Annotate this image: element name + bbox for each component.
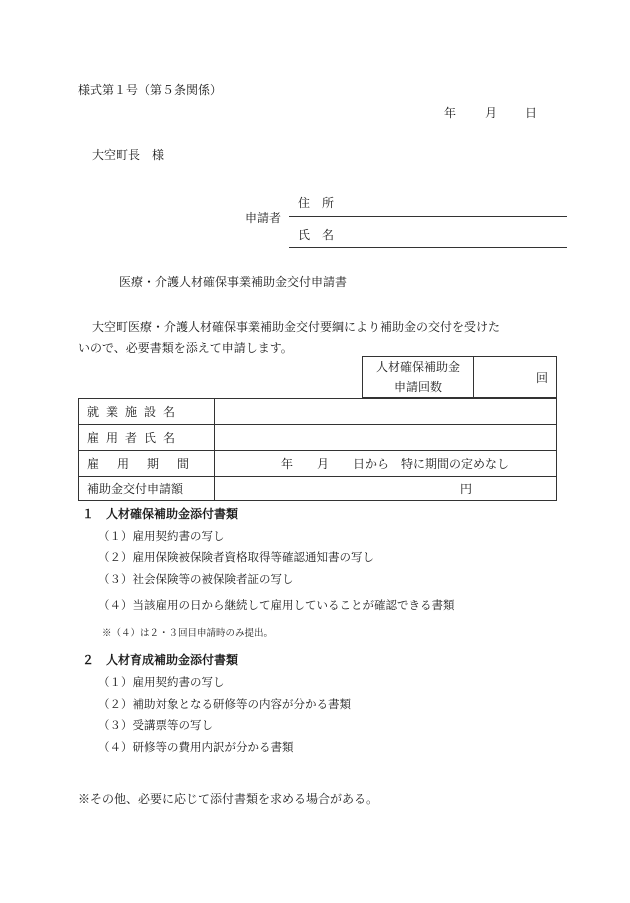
- list-item: （４）当該雇用の日から継続して雇用していることが確認できる書類: [98, 598, 455, 612]
- address-line: [289, 216, 567, 217]
- table-row: [79, 425, 557, 451]
- row-label: 就業施設名: [79, 399, 215, 425]
- employee-name-field[interactable]: [215, 425, 557, 451]
- intro-line-1: 大空町医療・介護人材確保事業補助金交付要綱により補助金の交付を受けた: [92, 320, 501, 334]
- count-label-line1: 人材確保補助金: [375, 360, 460, 374]
- count-value-cell[interactable]: [474, 357, 557, 398]
- name-line: [289, 247, 567, 248]
- table-row: [79, 451, 557, 477]
- list-item: （３）社会保険等の被保険者証の写し: [98, 572, 294, 586]
- list-item: （３）受講票等の写し: [98, 718, 213, 732]
- count-unit: 回: [535, 370, 548, 385]
- application-table: [78, 398, 557, 501]
- section2-heading: ２ 人材育成補助金添付書類: [82, 653, 239, 667]
- date-month: 月: [485, 106, 498, 120]
- section1-note: ※（４）は２・３回目申請時のみ提出。: [102, 628, 274, 639]
- table-row: [79, 399, 557, 425]
- list-item: （１）雇用契約書の写し: [98, 529, 225, 543]
- name-label: 氏 名: [298, 228, 335, 242]
- footer-note: ※その他、必要に応じて添付書類を求める場合がある。: [78, 792, 379, 806]
- address-label: 住 所: [298, 196, 335, 210]
- date-year: 年: [444, 106, 457, 120]
- list-item: （２）補助対象となる研修等の内容が分かる書類: [98, 697, 351, 711]
- count-label-cell: [363, 357, 474, 398]
- facility-name-field[interactable]: [215, 399, 557, 425]
- list-item: （４）研修等の費用内訳が分かる書類: [98, 740, 294, 754]
- employment-period-field[interactable]: 年 月 日から 特に期間の定めなし: [215, 451, 557, 477]
- table-row: [79, 477, 557, 501]
- form-number: 様式第１号（第５条関係）: [78, 83, 223, 97]
- row-label: 雇用者氏名: [79, 425, 215, 451]
- date-day: 日: [525, 106, 538, 120]
- list-item: （１）雇用契約書の写し: [98, 675, 225, 689]
- section1-heading: １ 人材確保補助金添付書類: [82, 507, 239, 521]
- row-label: 補助金交付申請額: [79, 477, 215, 501]
- list-item: （２）雇用保険被保険者資格取得等確認通知書の写し: [98, 550, 374, 564]
- document-title: 医療・介護人材確保事業補助金交付申請書: [119, 275, 348, 289]
- subsidy-amount-field[interactable]: 円: [215, 477, 557, 501]
- count-table: [362, 356, 557, 398]
- count-label-line2: 申請回数: [393, 380, 442, 394]
- row-label: 雇用期間: [79, 451, 215, 477]
- addressee: 大空町長 様: [92, 148, 165, 162]
- applicant-label: 申請者: [245, 211, 282, 225]
- intro-line-2: いので、必要書類を添えて申請します。: [78, 341, 293, 355]
